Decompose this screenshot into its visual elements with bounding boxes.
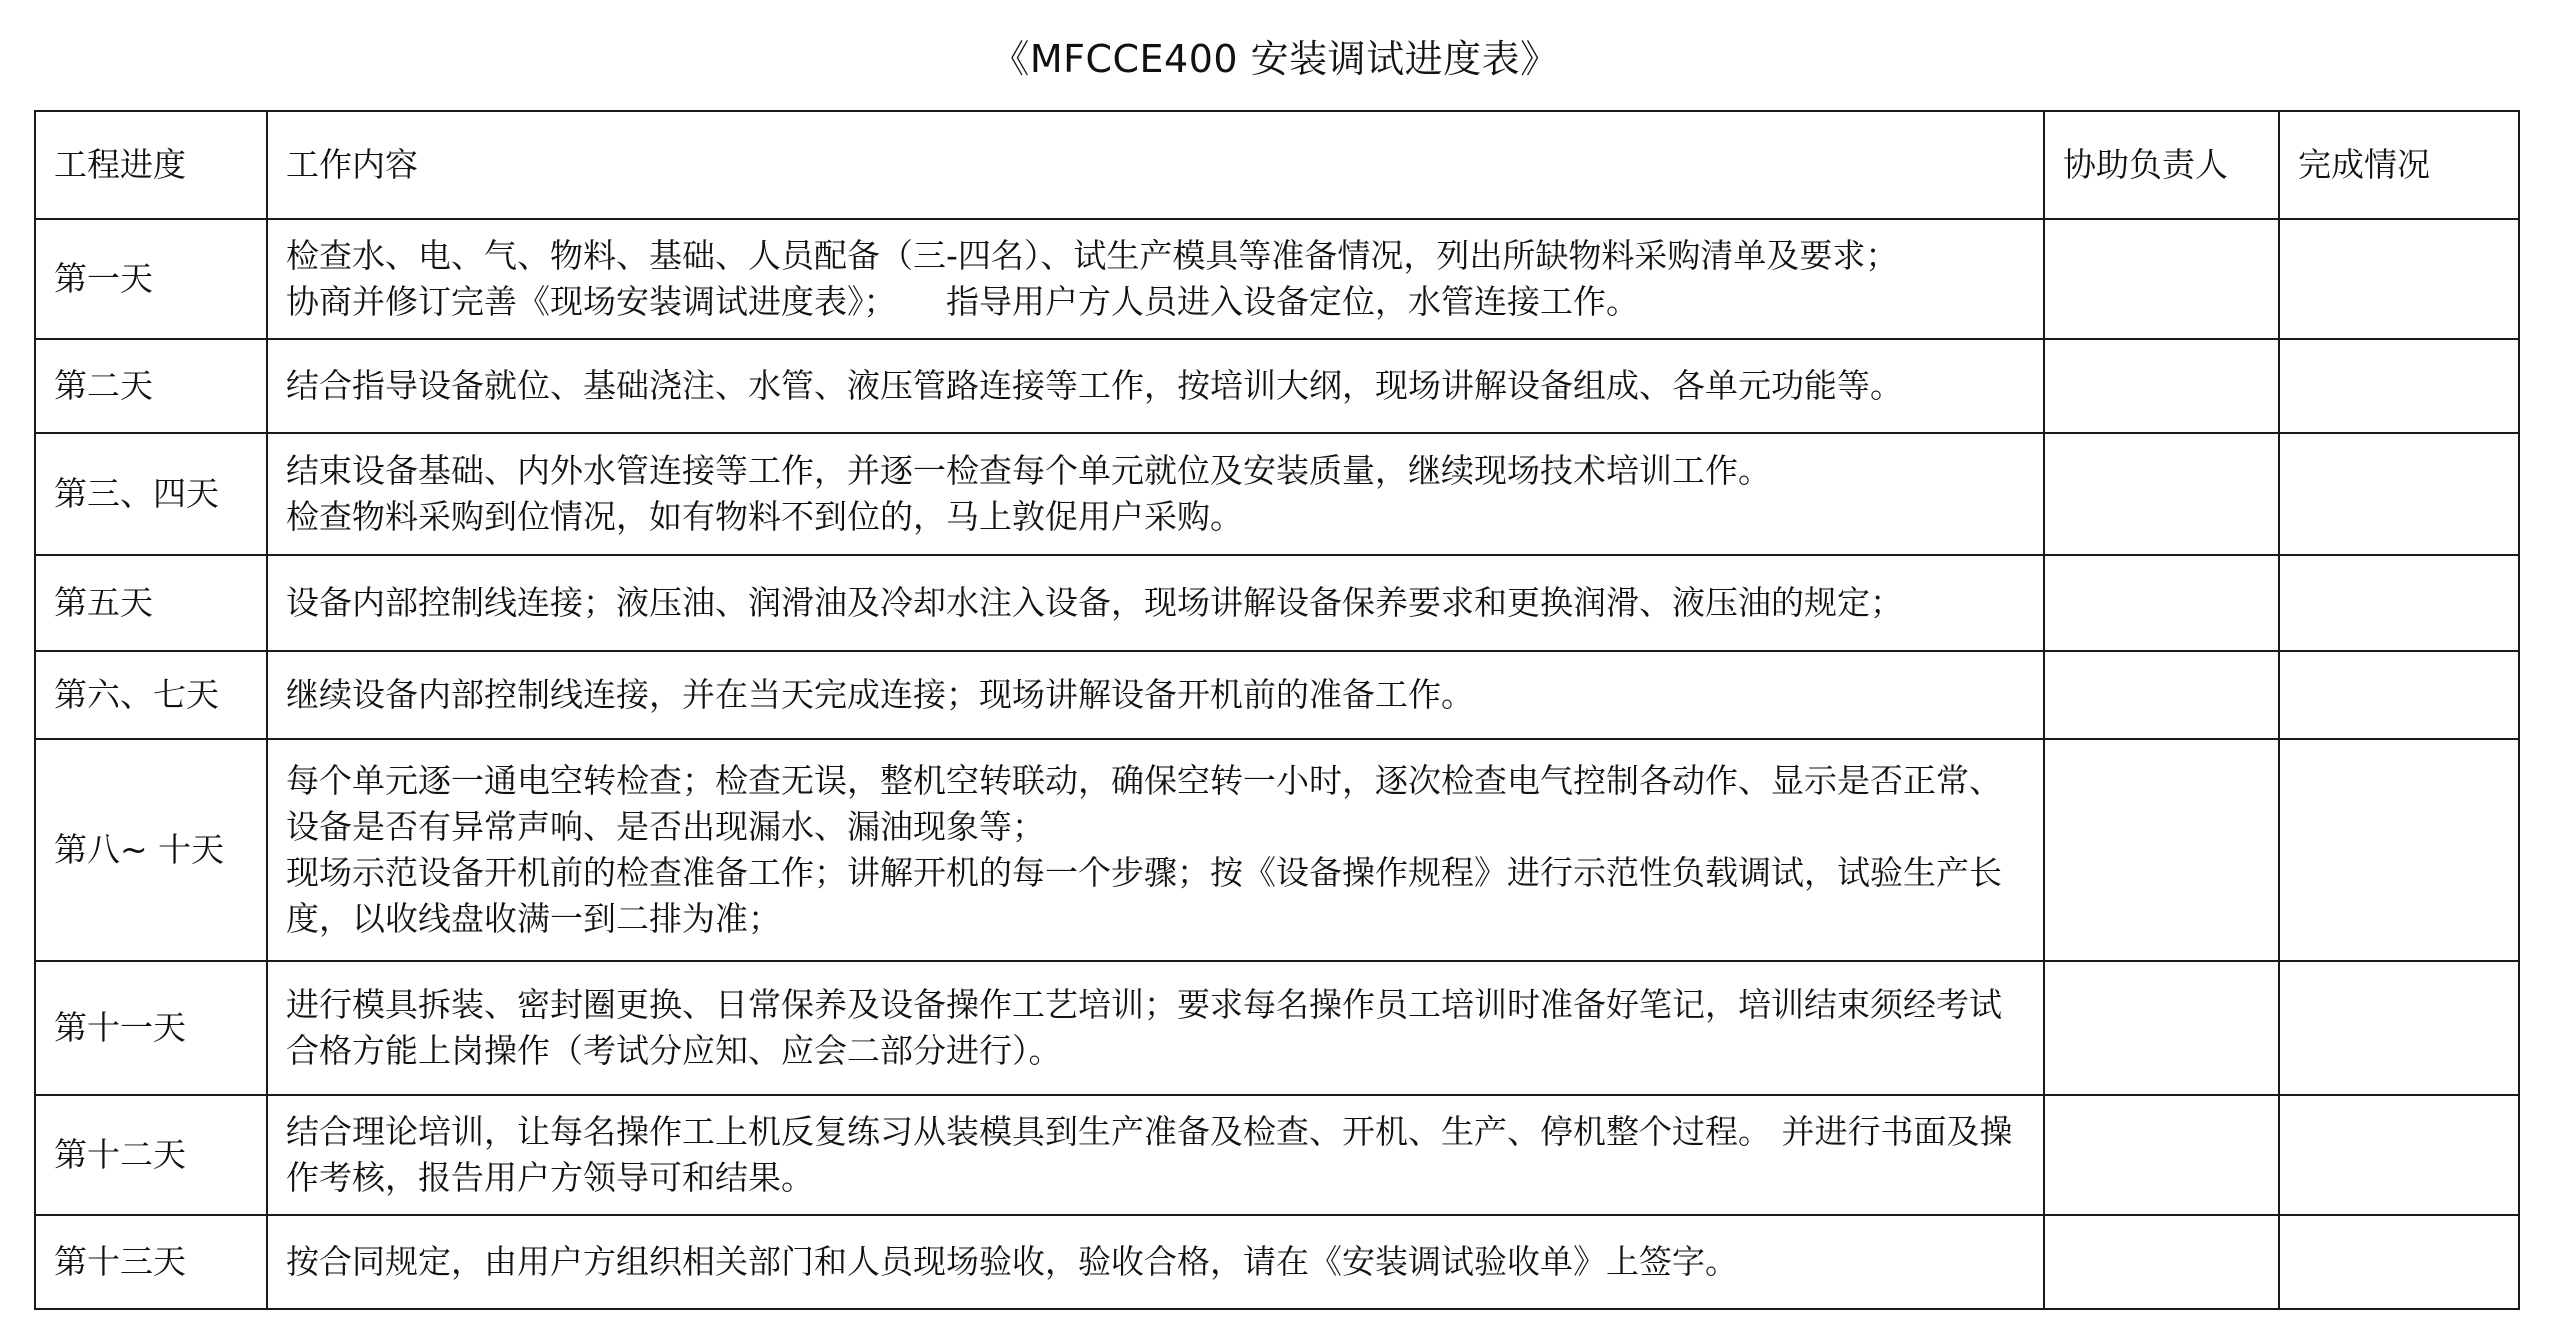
day-cell: 第十三天 (35, 1215, 267, 1309)
assistant-cell (2044, 433, 2279, 555)
assistant-cell (2044, 961, 2279, 1095)
day-cell: 第十一天 (35, 961, 267, 1095)
status-cell (2279, 555, 2519, 651)
header-progress: 工程进度 (35, 111, 267, 219)
content-cell: 按合同规定，由用户方组织相关部门和人员现场验收，验收合格，请在《安装调试验收单》上签字。 (267, 1215, 2044, 1309)
table-row (35, 651, 2519, 739)
header-row (35, 111, 2519, 219)
status-cell (2279, 1095, 2519, 1215)
table-row (35, 219, 2519, 339)
status-cell (2279, 961, 2519, 1095)
day-cell: 第三、四天 (35, 433, 267, 555)
status-cell (2279, 339, 2519, 433)
document-title: 《MFCCE400 安装调试进度表》 (991, 37, 1559, 81)
assistant-cell (2044, 339, 2279, 433)
table-row (35, 961, 2519, 1095)
status-cell (2279, 219, 2519, 339)
day-cell: 第五天 (35, 555, 267, 651)
content-cell: 结束设备基础、内外水管连接等工作，并逐一检查每个单元就位及安装质量，继续现场技术培训工作。 检查物料采购到位情况，如有物料不到位的，马上敦促用户采购。 (267, 433, 2044, 555)
assistant-cell (2044, 1095, 2279, 1215)
table-row (35, 739, 2519, 961)
content-cell: 结合指导设备就位、基础浇注、水管、液压管路连接等工作，按培训大纲，现场讲解设备组成、各单元功能等。 (267, 339, 2044, 433)
assistant-cell (2044, 739, 2279, 961)
content-cell: 每个单元逐一通电空转检查；检查无误，整机空转联动，确保空转一小时，逐次检查电气控制各动作、显示是否正常、设备是否有异常声响、是否出现漏水、漏油现象等； 现场示范设备开机前的检查准备工作；讲解开机的每一个步骤；按《设备操作规程》进行示范性负载调试，试验生产长度，以收线盘收满一到二排为准； (267, 739, 2044, 961)
status-cell (2279, 739, 2519, 961)
schedule-table (34, 110, 2520, 1310)
day-cell: 第二天 (35, 339, 267, 433)
assistant-cell (2044, 1215, 2279, 1309)
content-cell: 检查水、电、气、物料、基础、人员配备（三-四名）、试生产模具等准备情况，列出所缺物料采购清单及要求； 协商并修订完善《现场安装调试进度表》； 指导用户方人员进入设备定位，水管连接工作。 (267, 219, 2044, 339)
status-cell (2279, 651, 2519, 739)
day-cell: 第八~ 十天 (35, 739, 267, 961)
content-cell: 继续设备内部控制线连接，并在当天完成连接；现场讲解设备开机前的准备工作。 (267, 651, 2044, 739)
day-cell: 第十二天 (35, 1095, 267, 1215)
assistant-cell (2044, 651, 2279, 739)
header-status: 完成情况 (2279, 111, 2519, 219)
table-row (35, 1215, 2519, 1309)
assistant-cell (2044, 555, 2279, 651)
day-cell: 第一天 (35, 219, 267, 339)
status-cell (2279, 1215, 2519, 1309)
header-assistant: 协助负责人 (2044, 111, 2279, 219)
status-cell (2279, 433, 2519, 555)
content-cell: 设备内部控制线连接；液压油、润滑油及冷却水注入设备，现场讲解设备保养要求和更换润滑、液压油的规定； (267, 555, 2044, 651)
header-content: 工作内容 (267, 111, 2044, 219)
assistant-cell (2044, 219, 2279, 339)
content-cell: 进行模具拆装、密封圈更换、日常保养及设备操作工艺培训；要求每名操作员工培训时准备好笔记，培训结束须经考试合格方能上岗操作（考试分应知、应会二部分进行）。 (267, 961, 2044, 1095)
day-cell: 第六、七天 (35, 651, 267, 739)
table-row (35, 433, 2519, 555)
table-row (35, 555, 2519, 651)
table-row (35, 339, 2519, 433)
table-row (35, 1095, 2519, 1215)
content-cell: 结合理论培训，让每名操作工上机反复练习从装模具到生产准备及检查、开机、生产、停机整个过程。 并进行书面及操作考核，报告用户方领导可和结果。 (267, 1095, 2044, 1215)
